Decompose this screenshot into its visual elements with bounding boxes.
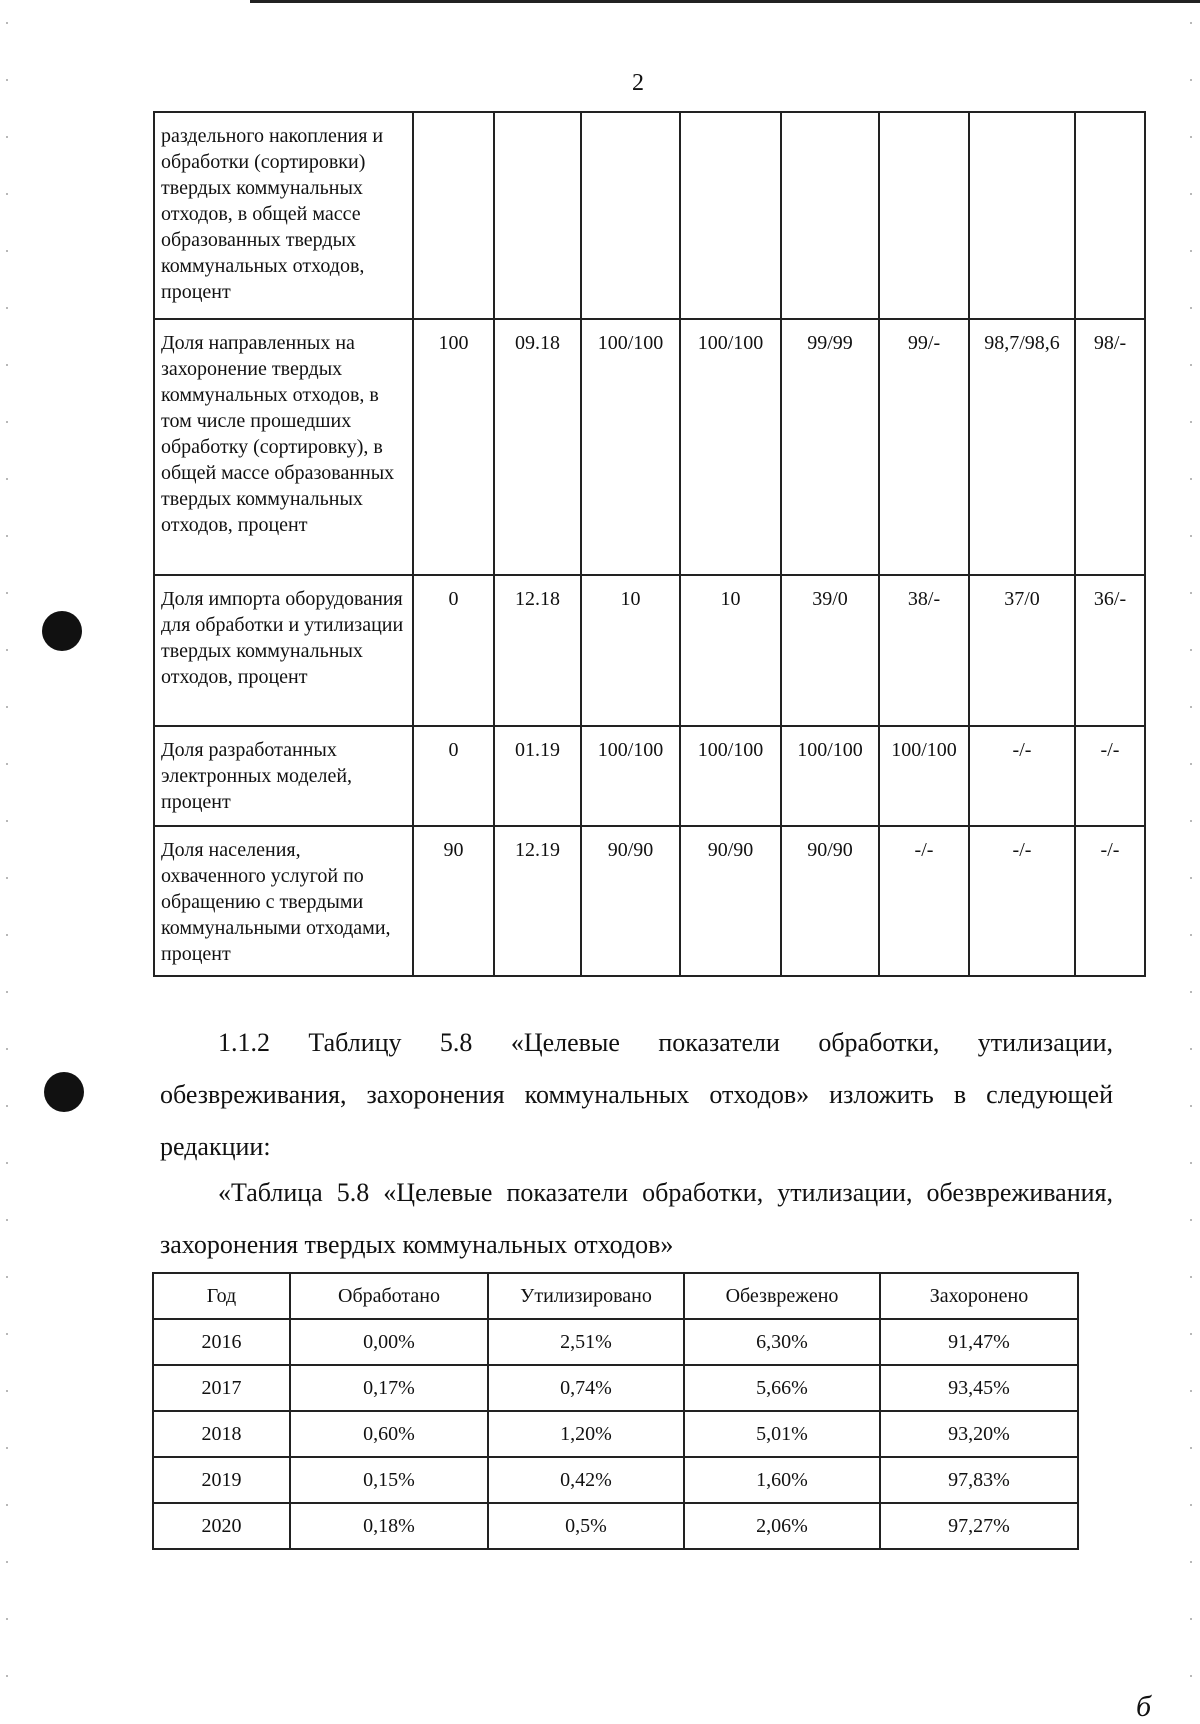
table-cell: 99/- xyxy=(879,319,969,575)
table-cell: 10 xyxy=(680,575,781,726)
table-cell: 100/100 xyxy=(680,319,781,575)
indicator-name: Доля населения, охваченного услугой по обращению с твердыми коммунальными отходами, процент xyxy=(154,826,413,976)
handwritten-page-mark: б xyxy=(1136,1690,1152,1723)
table-cell xyxy=(781,112,879,319)
column-header: Год xyxy=(153,1273,290,1319)
table-cell: 37/0 xyxy=(969,575,1075,726)
column-header: Обработано xyxy=(290,1273,488,1319)
target-indicators-table xyxy=(152,1272,1079,1550)
table-cell: 97,83% xyxy=(880,1457,1078,1503)
column-header: Захоронено xyxy=(880,1273,1078,1319)
table-cell: 0 xyxy=(413,726,494,826)
table-cell: 0,74% xyxy=(488,1365,684,1411)
table-row xyxy=(153,1319,1078,1365)
punch-hole xyxy=(44,1072,84,1112)
table-cell: 39/0 xyxy=(781,575,879,726)
indicator-name: раздельного накопления и обработки (сортировки) твердых коммунальных отходов, в общей массе образованных твердых коммунальных отходов, процент xyxy=(154,112,413,319)
table-cell: 90/90 xyxy=(581,826,680,976)
table-row xyxy=(153,1365,1078,1411)
table-row xyxy=(154,575,1145,726)
table-cell: 98,7/98,6 xyxy=(969,319,1075,575)
table-cell: 100 xyxy=(413,319,494,575)
table-cell: 100/100 xyxy=(581,726,680,826)
page-number: 2 xyxy=(632,70,644,96)
table-cell: 99/99 xyxy=(781,319,879,575)
table-cell: 09.18 xyxy=(494,319,581,575)
table-cell: 90 xyxy=(413,826,494,976)
table-cell: 100/100 xyxy=(781,726,879,826)
table-header-row xyxy=(153,1273,1078,1319)
table-cell: 12.19 xyxy=(494,826,581,976)
indicator-name: Доля импорта оборудования для обработки и утилизации твердых коммунальных отходов, процент xyxy=(154,575,413,726)
table-cell: 2,51% xyxy=(488,1319,684,1365)
table-caption: «Таблица 5.8 «Целевые показатели обработки, утилизации, обезвреживания, захоронения твердых коммунальных отходов» xyxy=(160,1178,1113,1259)
year-cell: 2017 xyxy=(153,1365,290,1411)
table-cell: 01.19 xyxy=(494,726,581,826)
table-cell: 1,20% xyxy=(488,1411,684,1457)
table-cell: 100/100 xyxy=(680,726,781,826)
table-cell: 0,00% xyxy=(290,1319,488,1365)
table-cell: 100/100 xyxy=(879,726,969,826)
table-cell: 97,27% xyxy=(880,1503,1078,1549)
table-cell xyxy=(494,112,581,319)
table-cell: 10 xyxy=(581,575,680,726)
table-cell: 0,60% xyxy=(290,1411,488,1457)
table-cell xyxy=(969,112,1075,319)
table-cell: 0,18% xyxy=(290,1503,488,1549)
table-cell: 1,60% xyxy=(684,1457,880,1503)
punch-hole xyxy=(42,611,82,651)
table-cell: -/- xyxy=(1075,826,1145,976)
year-cell: 2016 xyxy=(153,1319,290,1365)
table-cell: -/- xyxy=(1075,726,1145,826)
table-cell: 90/90 xyxy=(680,826,781,976)
table-cell: 5,66% xyxy=(684,1365,880,1411)
table-cell: 6,30% xyxy=(684,1319,880,1365)
table-cell: 100/100 xyxy=(581,319,680,575)
table-row xyxy=(153,1457,1078,1503)
table-cell: 90/90 xyxy=(781,826,879,976)
table-cell xyxy=(680,112,781,319)
table-cell xyxy=(581,112,680,319)
column-header: Обезврежено xyxy=(684,1273,880,1319)
amendment-paragraph: 1.1.2 Таблицу 5.8 «Целевые показатели обработки, утилизации, обезвреживания, захоронения коммунальных отходов» изложить в следующей редакции: xyxy=(160,1028,1113,1161)
table-cell: 0,15% xyxy=(290,1457,488,1503)
indicators-table xyxy=(153,111,1146,977)
table-cell: 0,17% xyxy=(290,1365,488,1411)
right-edge-dots xyxy=(1190,0,1192,1723)
table-cell: 0,5% xyxy=(488,1503,684,1549)
indicator-name: Доля направленных на захоронение твердых коммунальных отходов, в том числе прошедших обработку (сортировку), в общей массе образованных твердых коммунальных отходов, процент xyxy=(154,319,413,575)
table-cell: 2,06% xyxy=(684,1503,880,1549)
table-row xyxy=(153,1503,1078,1549)
table-cell xyxy=(1075,112,1145,319)
year-cell: 2020 xyxy=(153,1503,290,1549)
year-cell: 2019 xyxy=(153,1457,290,1503)
table-cell: 93,45% xyxy=(880,1365,1078,1411)
table-row xyxy=(154,826,1145,976)
table-cell: 36/- xyxy=(1075,575,1145,726)
table-cell: 5,01% xyxy=(684,1411,880,1457)
column-header: Утилизировано xyxy=(488,1273,684,1319)
table-row xyxy=(153,1411,1078,1457)
table-cell xyxy=(879,112,969,319)
top-rule xyxy=(250,0,1200,3)
left-edge-dots xyxy=(6,0,8,1723)
table-cell: 93,20% xyxy=(880,1411,1078,1457)
table-cell xyxy=(413,112,494,319)
table-cell: 98/- xyxy=(1075,319,1145,575)
table-cell: -/- xyxy=(879,826,969,976)
table-row xyxy=(154,319,1145,575)
table-cell: 12.18 xyxy=(494,575,581,726)
table-cell: -/- xyxy=(969,726,1075,826)
table-cell: -/- xyxy=(969,826,1075,976)
table-cell: 0 xyxy=(413,575,494,726)
table-cell: 91,47% xyxy=(880,1319,1078,1365)
indicator-name: Доля разработанных электронных моделей, процент xyxy=(154,726,413,826)
table-cell: 38/- xyxy=(879,575,969,726)
year-cell: 2018 xyxy=(153,1411,290,1457)
table-cell: 0,42% xyxy=(488,1457,684,1503)
table-row xyxy=(154,112,1145,319)
table-row xyxy=(154,726,1145,826)
